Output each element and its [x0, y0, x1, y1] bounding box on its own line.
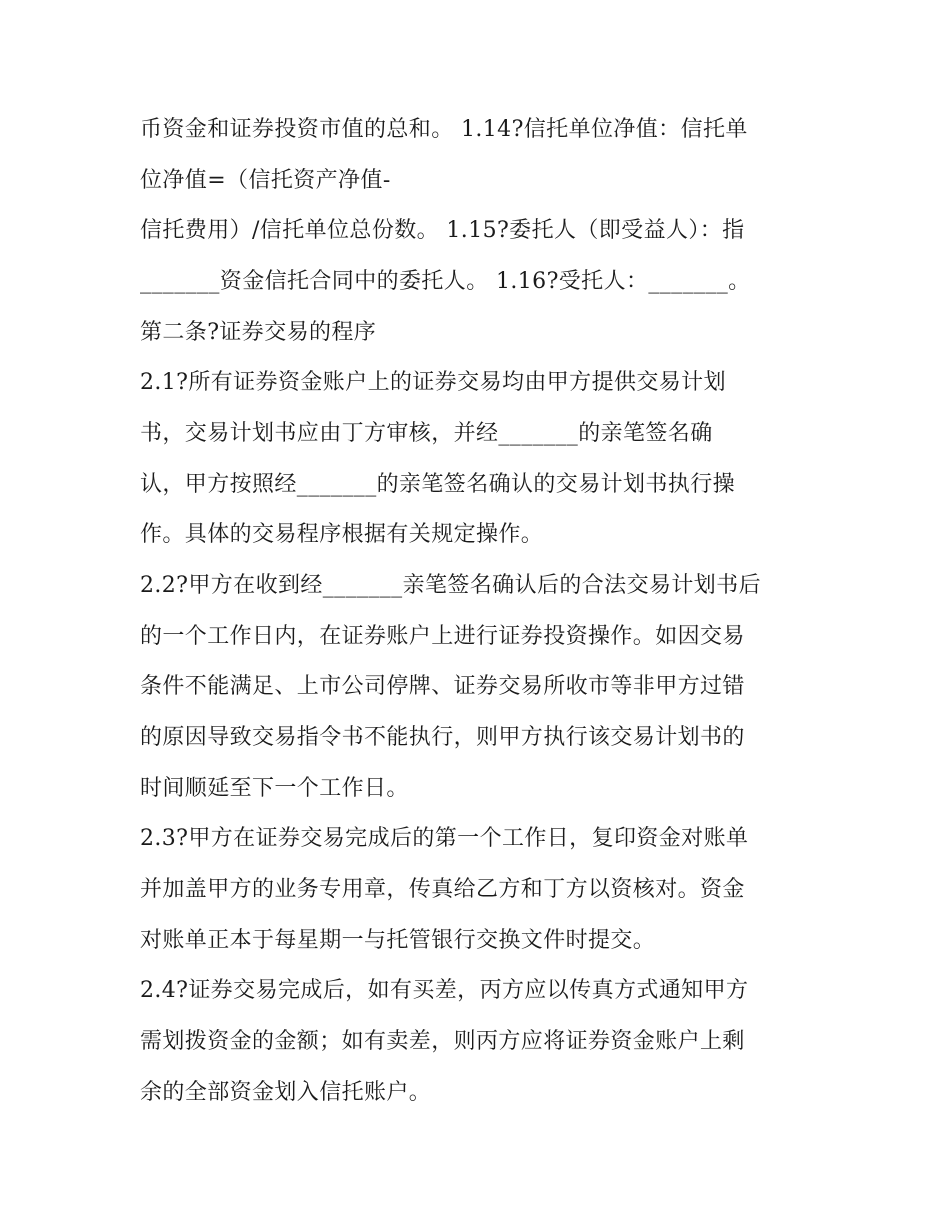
- text-line: 书，交易计划书应由丁方审核，并经_______的亲笔签名确: [140, 421, 713, 446]
- text-line: 认，甲方按照经_______的亲笔签名确认的交易计划书执行操: [140, 472, 736, 497]
- text-line: 的一个工作日内，在证券账户上进行证券投资操作。如因交易: [140, 624, 745, 649]
- text-line: 需划拨资金的金额；如有卖差，则丙方应将证券资金账户上剩: [140, 1029, 745, 1054]
- text-line: 2.4?证券交易完成后，如有买差，丙方应以传真方式通知甲方: [140, 978, 749, 1003]
- text-line: 2.3?甲方在证券交易完成后的第一个工作日，复印资金对账单: [140, 826, 749, 851]
- text-line: 对账单正本于每星期一与托管银行交换文件时提交。: [140, 928, 656, 953]
- text-line: 余的全部资金划入信托账户。: [140, 1080, 432, 1105]
- text-line: 时间顺延至下一个工作日。: [140, 776, 409, 801]
- text-line: 并加盖甲方的业务专用章，传真给乙方和丁方以资核对。资金: [140, 877, 745, 902]
- text-line: _______资金信托合同中的委托人。 1.16?受托人：_______。: [140, 269, 751, 294]
- text-line: 币资金和证券投资市值的总和。 1.14?信托单位净值：信托单: [140, 117, 748, 142]
- text-line: 位净值=（信托资产净值-: [140, 168, 391, 193]
- section-heading: 第二条?证券交易的程序: [140, 320, 377, 345]
- text-line: 2.1?所有证券资金账户上的证券交易均由甲方提供交易计划: [140, 370, 726, 395]
- text-line: 信托费用）/信托单位总份数。 1.15?委托人（即受益人）：指: [140, 218, 745, 243]
- text-line: 作。具体的交易程序根据有关规定操作。: [140, 522, 544, 547]
- text-line: 条件不能满足、上市公司停牌、证券交易所收市等非甲方过错: [140, 674, 745, 699]
- text-line: 的原因导致交易指令书不能执行，则甲方执行该交易计划书的: [140, 725, 745, 750]
- text-line: 2.2?甲方在收到经_______亲笔签名确认后的合法交易计划书后: [140, 573, 761, 598]
